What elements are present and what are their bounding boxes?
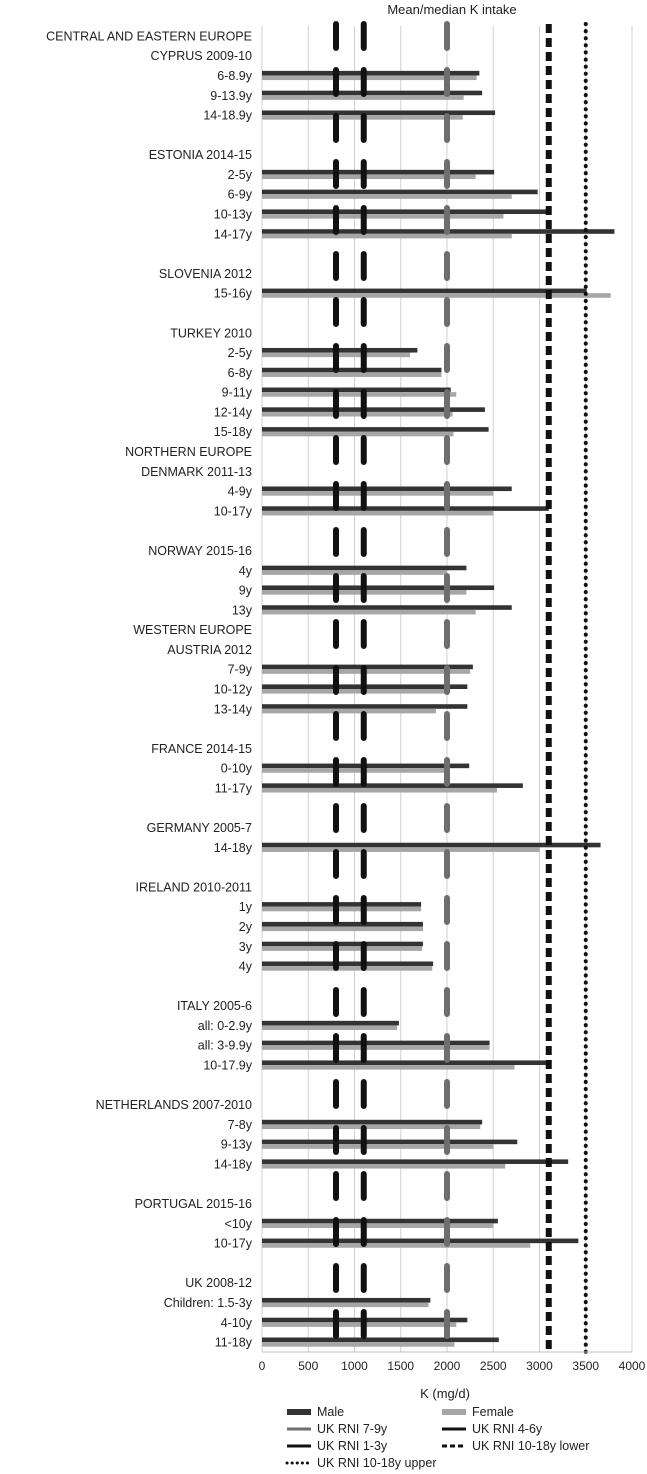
legend-label-rni1018u: UK RNI 10-18y upper: [317, 1456, 437, 1470]
bar-female: [262, 946, 422, 951]
bar-male: [262, 407, 485, 412]
row-label-data: 7-9y: [227, 662, 252, 677]
bar-female: [262, 1025, 397, 1030]
row-label-data: 4y: [238, 563, 252, 578]
bar-male: [262, 348, 417, 353]
row-label-data: 0-10y: [220, 761, 252, 776]
bar-male: [262, 506, 549, 511]
row-label-data: 9-11y: [221, 385, 252, 400]
x-tick-label-3000: 3000: [526, 1359, 553, 1373]
row-label-country: ESTONIA 2014-15: [148, 148, 252, 163]
row-label-country: NORWAY 2015-16: [148, 543, 252, 558]
bar-male: [262, 1298, 430, 1303]
row-label-data: 2-5y: [227, 167, 252, 182]
x-axis-label: K (mg/d): [420, 1386, 470, 1401]
legend-label-rni46: UK RNI 4-6y: [472, 1422, 543, 1436]
row-label-data: 10-17.9y: [203, 1058, 252, 1073]
bar-male: [262, 1140, 517, 1145]
row-label-data: 14-18.9y: [203, 108, 252, 123]
legend-label-rni13: UK RNI 1-3y: [317, 1439, 388, 1453]
row-label-country: GERMANY 2005-7: [146, 821, 252, 836]
bar-female: [262, 1322, 456, 1327]
bar-male: [262, 427, 489, 432]
bar-female: [262, 689, 447, 694]
bar-male: [262, 1041, 490, 1046]
bar-female: [262, 511, 493, 516]
bar-male: [262, 388, 451, 393]
row-label-data: all: 0-2.9y: [197, 1018, 252, 1033]
row-label-country: UK 2008-12: [185, 1276, 252, 1291]
legend-label-male: Male: [317, 1405, 345, 1419]
bar-male: [262, 1060, 549, 1065]
bar-female: [262, 372, 441, 377]
bar-female: [262, 847, 540, 852]
bar-female: [262, 1045, 490, 1050]
bar-male: [262, 1219, 498, 1224]
x-tick-label-2500: 2500: [479, 1359, 507, 1373]
row-label-data: 14-17y: [213, 227, 252, 242]
bar-female: [262, 392, 456, 397]
row-label-data: 11-17y: [214, 781, 252, 796]
bar-male: [262, 1338, 499, 1343]
bar-female: [262, 1065, 515, 1070]
bar-male: [262, 1159, 568, 1164]
x-tick-label-0: 0: [258, 1359, 266, 1373]
bars: [262, 71, 614, 1347]
bar-male: [262, 942, 423, 947]
bar-female: [262, 788, 497, 793]
x-tick-label-4000: 4000: [618, 1359, 646, 1373]
bar-female: [262, 412, 453, 417]
bar-male: [262, 665, 473, 670]
legend-label-rni79: UK RNI 7-9y: [317, 1422, 388, 1436]
bar-male: [262, 209, 549, 214]
bar-female: [262, 214, 503, 219]
row-label-data: 1y: [238, 900, 252, 915]
row-label-data: 10-17y: [213, 1236, 252, 1251]
row-label-data: 14-18y: [213, 1157, 252, 1172]
bar-male: [262, 1239, 578, 1244]
bar-female: [262, 1342, 454, 1347]
row-label-country: TURKEY 2010: [170, 326, 252, 341]
bar-male: [262, 368, 441, 373]
bar-female: [262, 234, 512, 239]
row-label-region: NORTHERN EUROPE: [125, 445, 252, 460]
bar-female: [262, 610, 476, 615]
bar-male: [262, 190, 538, 195]
bar-female: [262, 1144, 493, 1149]
row-label-data: 9-13y: [220, 1137, 252, 1152]
row-label-data: 10-17y: [213, 504, 252, 519]
row-label-country: SLOVENIA 2012: [158, 266, 252, 281]
x-tick-label-1500: 1500: [387, 1359, 415, 1373]
row-label-country: PORTUGAL 2015-16: [134, 1197, 252, 1212]
bar-male: [262, 1021, 399, 1026]
row-label-data: 11-18y: [214, 1335, 252, 1350]
row-label-data: 14-18y: [213, 840, 252, 855]
bar-male: [262, 229, 614, 234]
row-label-data: 9y: [238, 583, 252, 598]
row-label-country: ITALY 2005-6: [176, 999, 252, 1014]
row-label-data: 13y: [231, 603, 252, 618]
row-label-country: NETHERLANDS 2007-2010: [95, 1098, 252, 1113]
row-label-data: 9-13.9y: [210, 88, 252, 103]
x-tick-label-3500: 3500: [572, 1359, 600, 1373]
x-axis-ticks: [259, 1359, 646, 1373]
x-tick-label-500: 500: [298, 1359, 319, 1373]
bar-female: [262, 926, 423, 931]
bar-female: [262, 194, 512, 199]
bar-male: [262, 902, 421, 907]
bar-male: [262, 289, 587, 294]
row-label-country: FRANCE 2014-15: [151, 741, 252, 756]
bar-male: [262, 110, 495, 115]
row-label-data: 6-8y: [227, 365, 252, 380]
bar-female: [262, 432, 453, 437]
bar-female: [262, 570, 447, 575]
bar-female: [262, 491, 493, 496]
row-label-region: WESTERN EUROPE: [133, 623, 252, 638]
chart-title: Mean/median K intake: [387, 2, 517, 17]
bar-female: [262, 768, 447, 773]
bar-female: [262, 1303, 429, 1308]
row-label-data: 12-14y: [213, 405, 252, 420]
bar-female: [262, 1223, 493, 1228]
row-label-data: 15-16y: [213, 286, 252, 301]
bar-male: [262, 922, 423, 927]
bar-male: [262, 961, 433, 966]
row-label-data: 4-10y: [220, 1315, 252, 1330]
row-label-country: CYPRUS 2009-10: [150, 49, 252, 64]
bar-female: [262, 1164, 505, 1169]
row-label-country: AUSTRIA 2012: [167, 642, 252, 657]
legend-label-female: Female: [472, 1405, 514, 1419]
bar-male: [262, 783, 523, 788]
row-label-data: 7-8y: [227, 1117, 252, 1132]
bar-female: [262, 1243, 530, 1248]
bar-male: [262, 704, 467, 709]
row-label-data: 10-12y: [213, 682, 252, 697]
row-label-data: Children: 1.5-3y: [163, 1296, 252, 1311]
row-label-data: 6-8.9y: [217, 68, 252, 83]
bar-female: [262, 174, 476, 179]
row-label-country: IRELAND 2010-2011: [135, 880, 252, 895]
bar-male: [262, 486, 512, 491]
row-label-region: CENTRAL AND EASTERN EUROPE: [46, 29, 252, 44]
row-label-data: 4-9y: [227, 484, 252, 499]
x-tick-label-2000: 2000: [433, 1359, 461, 1373]
row-label-data: <10y: [224, 1216, 252, 1231]
legend: [287, 1405, 589, 1470]
row-label-country: DENMARK 2011-13: [141, 464, 252, 479]
bar-female: [262, 907, 421, 912]
row-label-data: 6-9y: [227, 187, 252, 202]
row-label-data: all: 3-9.9y: [197, 1038, 252, 1053]
row-label-data: 13-14y: [213, 702, 252, 717]
bar-female: [262, 966, 432, 971]
row-label-data: 15-18y: [213, 425, 252, 440]
bar-male: [262, 566, 466, 571]
row-label-data: 4y: [238, 959, 252, 974]
bar-female: [262, 709, 436, 714]
row-label-data: 10-13y: [213, 207, 252, 222]
bar-male: [262, 170, 494, 175]
row-label-data: 2-5y: [227, 346, 252, 361]
legend-label-rni1018l: UK RNI 10-18y lower: [472, 1439, 590, 1453]
row-label-data: 3y: [238, 939, 252, 954]
x-tick-label-1000: 1000: [341, 1359, 368, 1373]
row-labels: [46, 29, 253, 1349]
bar-male: [262, 605, 512, 610]
bar-male: [262, 1120, 482, 1125]
row-label-data: 2y: [238, 919, 252, 934]
bar-female: [262, 293, 611, 298]
bar-male: [262, 585, 494, 590]
